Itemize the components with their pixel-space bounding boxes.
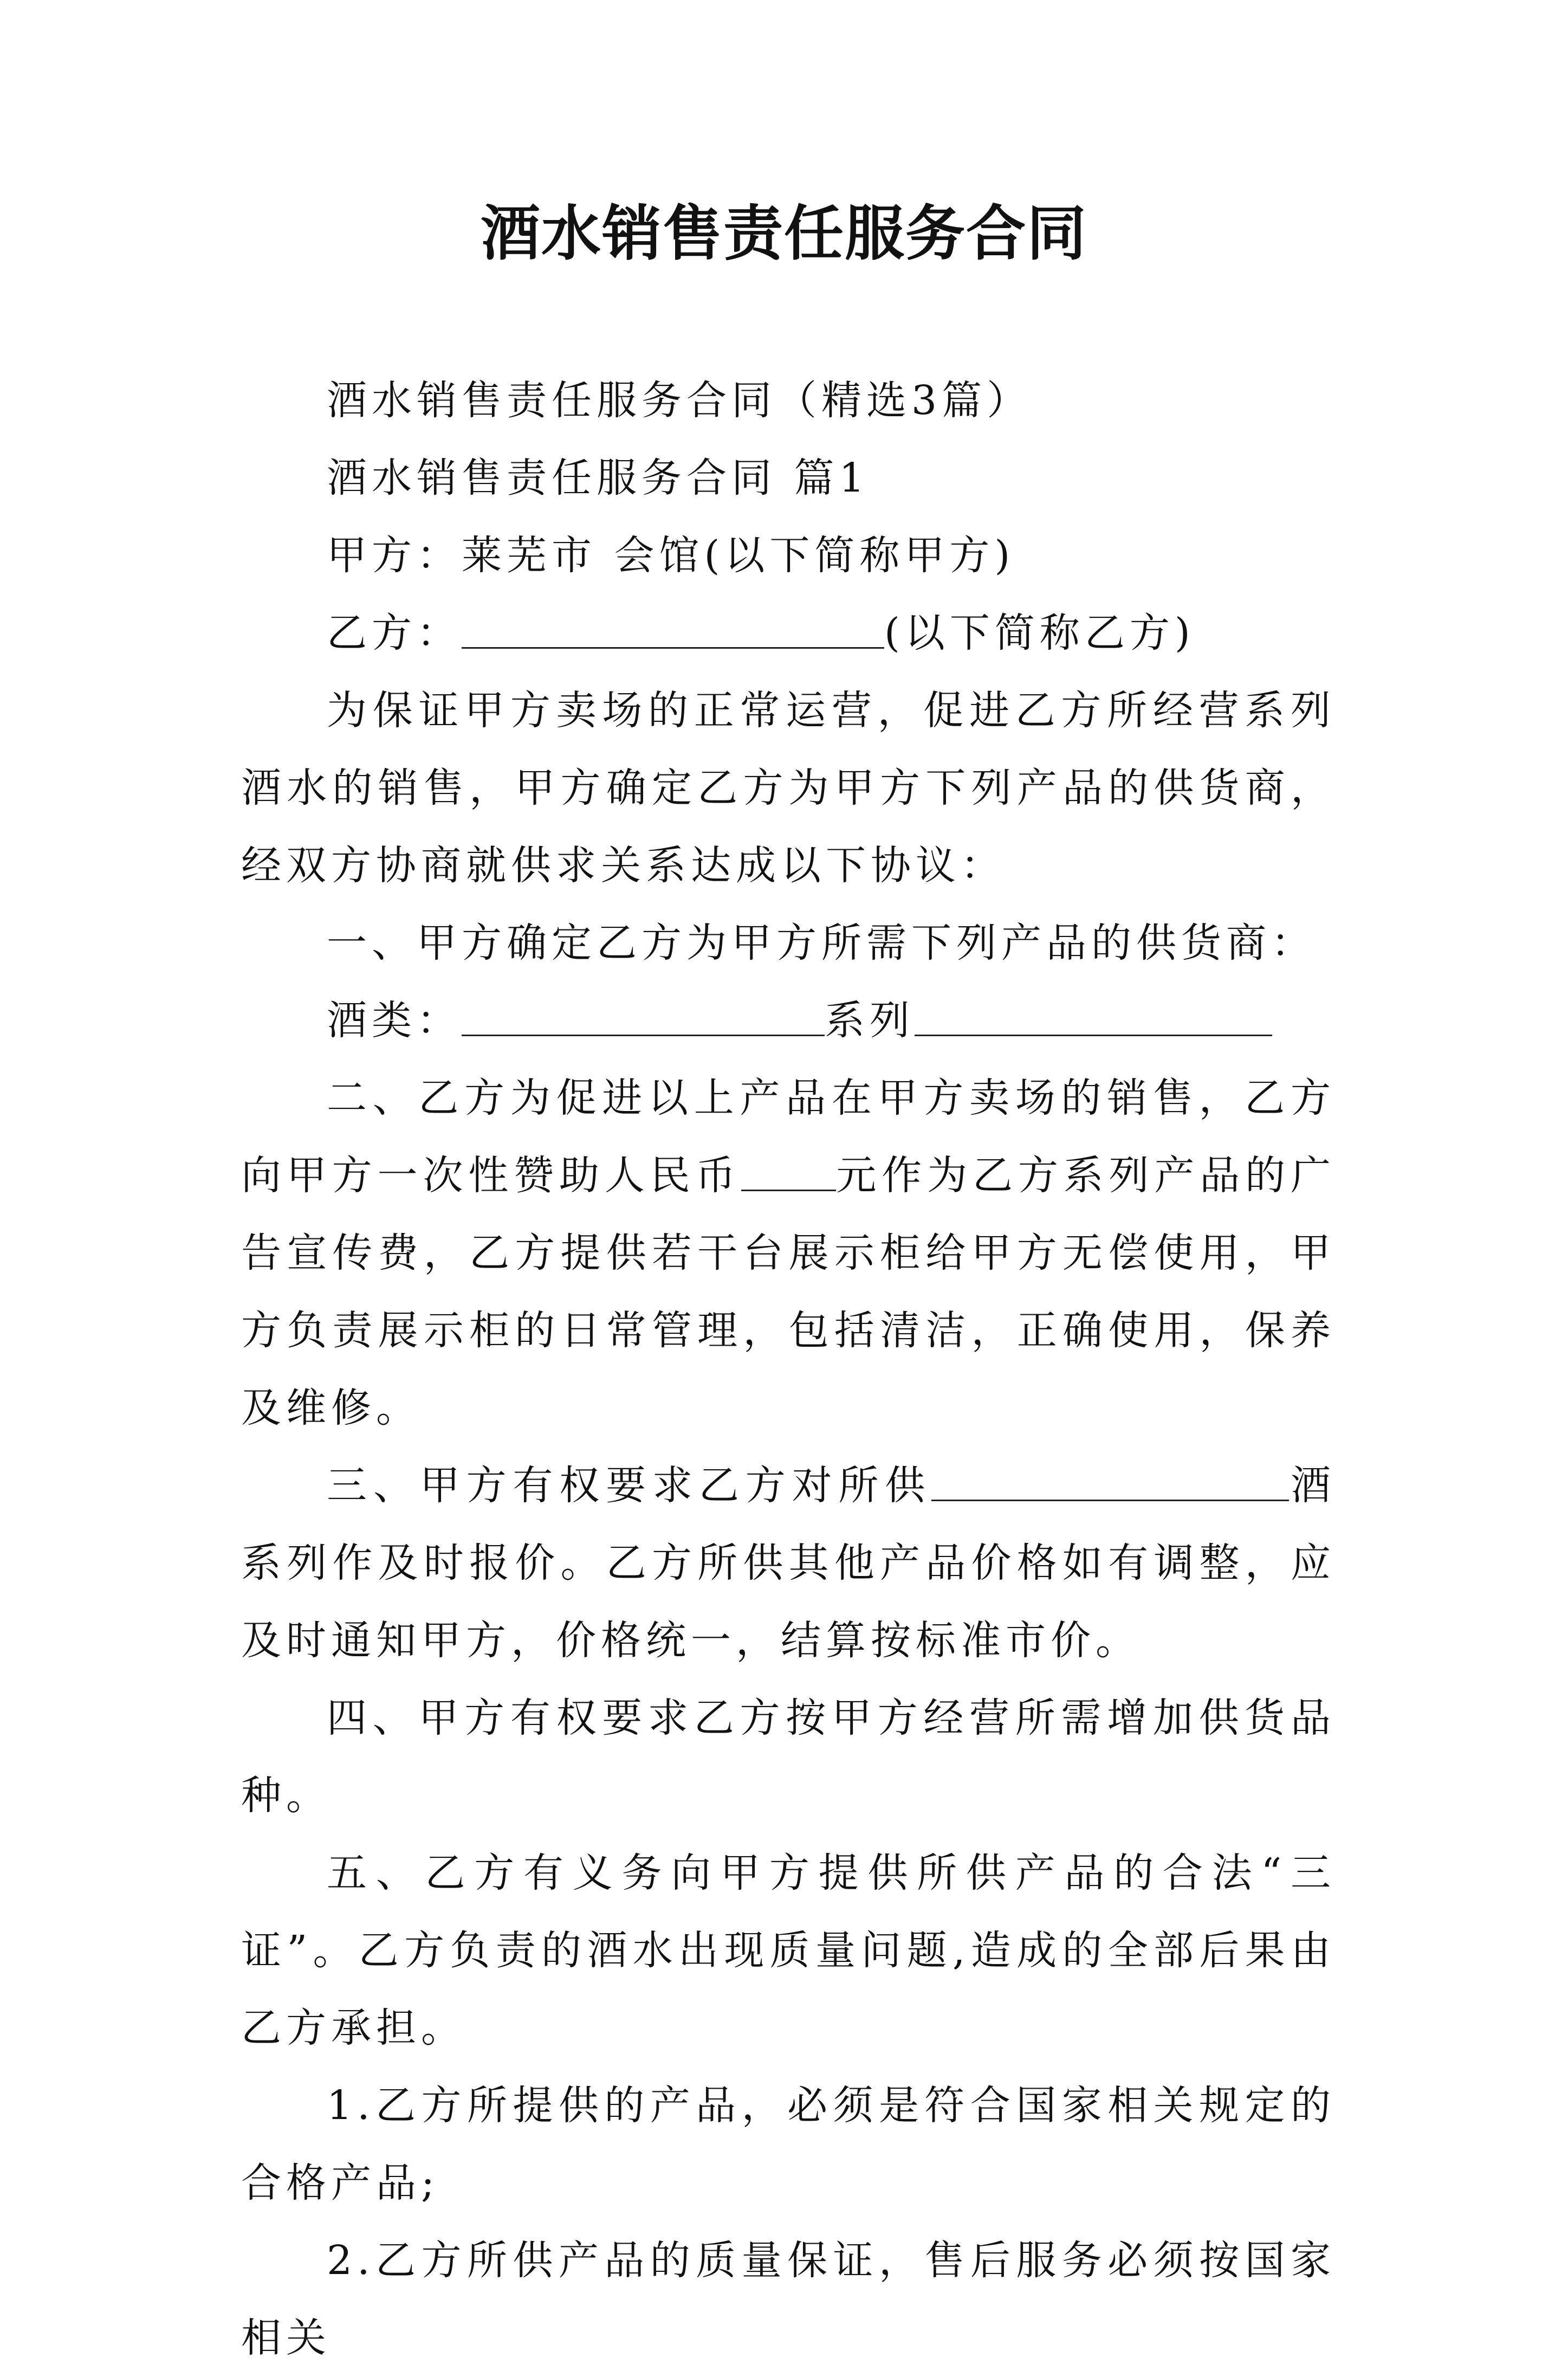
liquor-series-blank <box>915 994 1272 1036</box>
liquor-label: 酒类： <box>327 997 462 1044</box>
intro-paragraph: 为保证甲方卖场的正常运营，促进乙方所经营系列酒水的销售，甲方确定乙方为甲方下列产品的供货商，经双方协商就供求关系达成以下协议： <box>241 687 1336 889</box>
clause-2-text-2: 元作为乙方系列产品的广告宣传费，乙方提供若干台展示柜给甲方无偿使用，甲方负责展示柜的日常管理，包括清洁，正确使用，保养及维修。 <box>241 1152 1336 1431</box>
liquor-type-blank <box>462 994 825 1036</box>
clause-2 <box>241 1060 1336 1447</box>
party-b-suffix: (以下简称乙方) <box>884 610 1195 656</box>
party-b-label: 乙方： <box>327 610 462 656</box>
party-b-line <box>241 595 1336 672</box>
clause-2-text-1: 二、乙方为促进以上产品在甲方卖场的销售，乙方向甲方一次性赞助人民币 <box>241 1075 1336 1199</box>
item-1: 1.乙方所提供的产品，必须是符合国家相关规定的合格产品; <box>241 2082 1336 2206</box>
party-b-blank <box>462 607 884 649</box>
subtitle: 酒水销售责任服务合同（精选3篇） <box>327 377 1032 424</box>
party-a-line: 甲方：莱芜市 会馆(以下简称甲方) <box>327 532 1015 579</box>
clause-4: 四、甲方有权要求乙方按甲方经营所需增加供货品种。 <box>241 1695 1336 1819</box>
liquor-line <box>241 982 1336 1060</box>
sponsorship-amount-blank <box>741 1149 836 1191</box>
clause-3-text-1: 三、甲方有权要求乙方对所供 <box>327 1462 932 1509</box>
supplied-liquor-blank <box>931 1459 1289 1501</box>
document-body <box>241 362 1336 2377</box>
liquor-series-label: 系列 <box>825 997 915 1044</box>
clause-5: 五、乙方有义务向甲方提供所供产品的合法“三证”。乙方负责的酒水出现质量问题,造成的全部后果由乙方承担。 <box>241 1850 1336 2051</box>
section-heading: 酒水销售责任服务合同 篇1 <box>327 455 870 501</box>
clause-3-text-2: 酒系列作及时报价。乙方所供其他产品价格如有调整，应及时通知甲方，价格统一，结算按标准市价。 <box>241 1462 1336 1664</box>
clause-1: 一、甲方确定乙方为甲方所需下列产品的供货商： <box>327 920 1316 966</box>
document-title: 酒水销售责任服务合同 <box>481 198 1087 268</box>
item-2: 2.乙方所供产品的质量保证，售后服务必须按国家相关 <box>241 2237 1336 2361</box>
clause-3 <box>241 1447 1336 1680</box>
